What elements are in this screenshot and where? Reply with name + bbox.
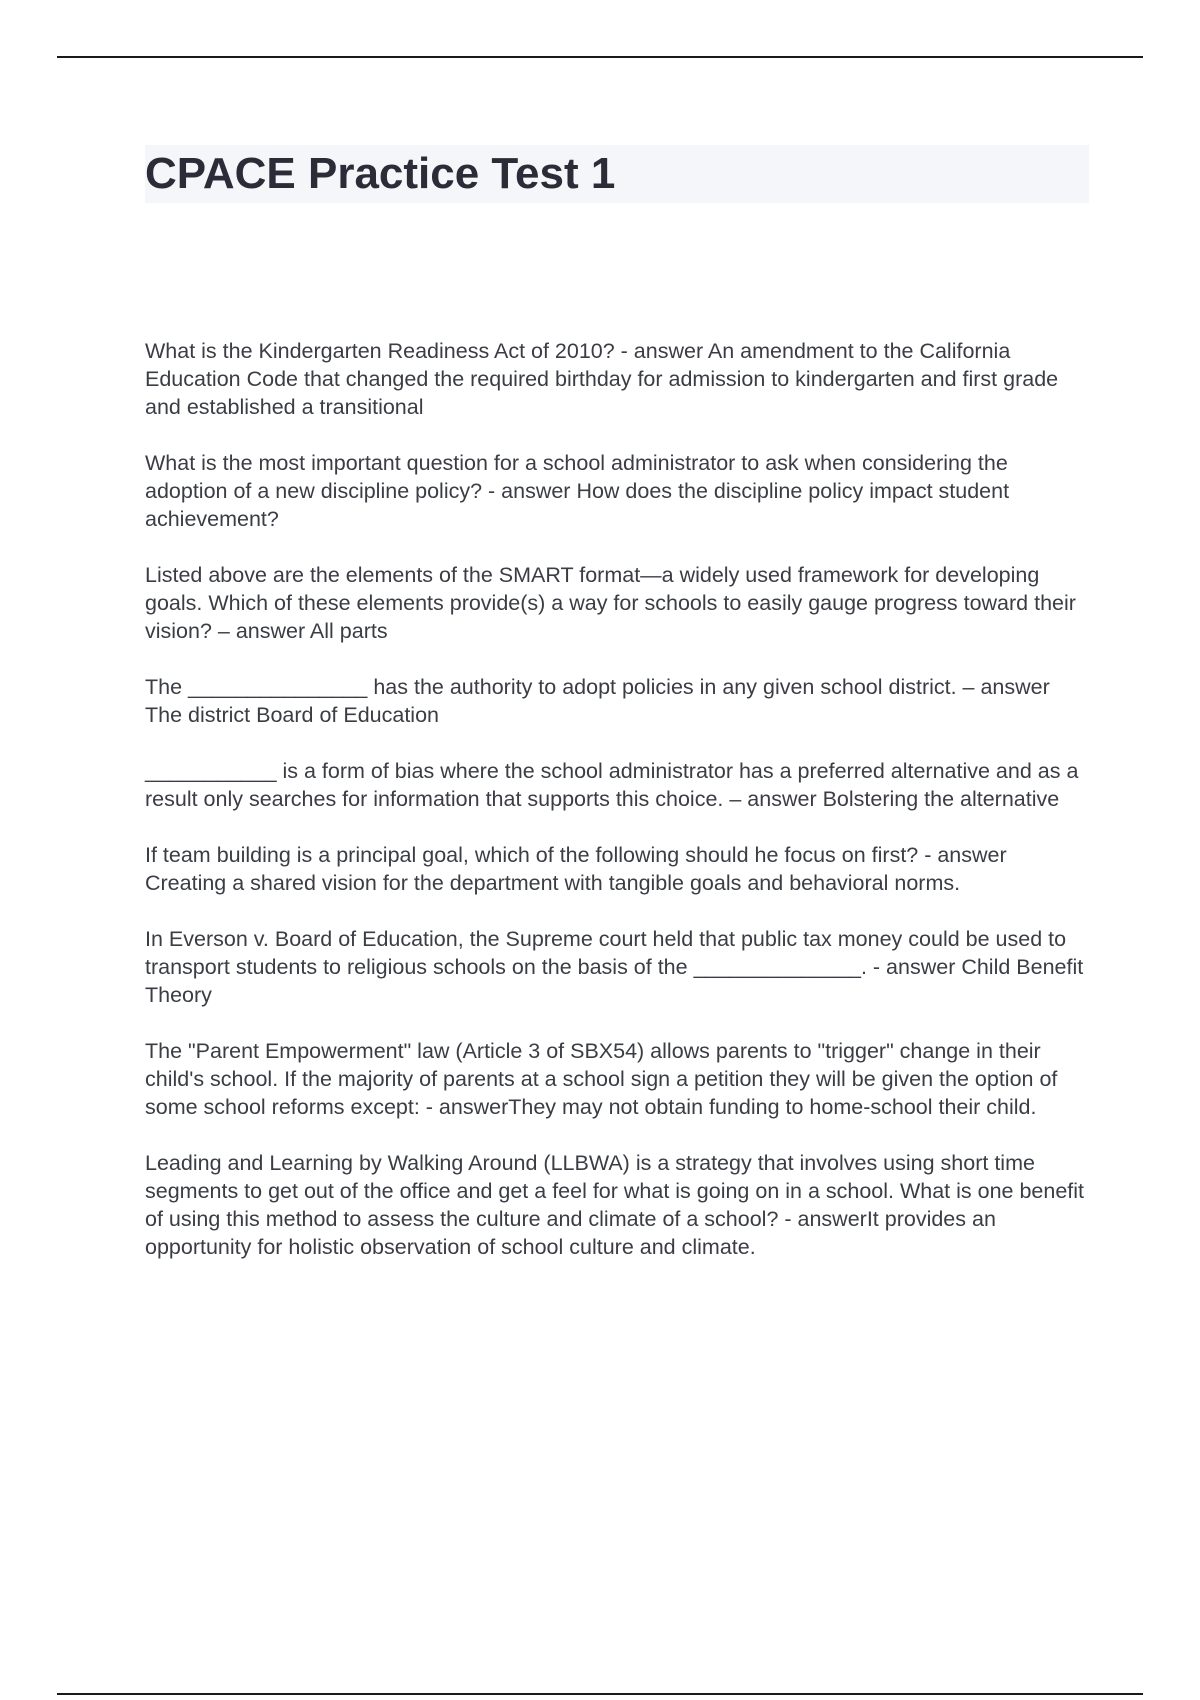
qa-list	[145, 337, 1090, 1289]
qa-item: The "Parent Empowerment" law (Article 3 of SBX54) allows parents to "trigger" change in their child's school. If the majority of parents at a school sign a petition they will be given the option of some school reforms except: - answerThey may not obtain funding to home-school their child.	[145, 1039, 1058, 1119]
qa-item: In Everson v. Board of Education, the Supreme court held that public tax money could be used to transport students to religious schools on the basis of the ______________. - answer Child Benefit Theory	[145, 927, 1084, 1007]
page-title: CPACE Practice Test 1	[145, 149, 616, 198]
qa-item: Listed above are the elements of the SMART format—a widely used framework for developing goals. Which of these elements provide(s) a way for schools to easily gauge progress toward their vision? – answer All parts	[145, 563, 1076, 643]
title-banner	[145, 145, 1089, 203]
qa-item: Leading and Learning by Walking Around (LLBWA) is a strategy that involves using short time segments to get out of the office and get a feel for what is going on in a school. What is one benefit of using this method to assess the culture and climate of a school? - answerIt provides an opportunity for holistic observation of school culture and climate.	[145, 1151, 1085, 1259]
top-rule	[57, 56, 1143, 58]
qa-item: If team building is a principal goal, which of the following should he focus on first? - answer Creating a shared vision for the department with tangible goals and behavioral norms.	[145, 843, 1007, 895]
qa-item: The _______________ has the authority to adopt policies in any given school district. – answer The district Board of Education	[145, 675, 1050, 727]
qa-item: What is the most important question for a school administrator to ask when considering the adoption of a new discipline policy? - answer How does the discipline policy impact student achievement?	[145, 451, 1010, 531]
qa-item: What is the Kindergarten Readiness Act of 2010? - answer An amendment to the California Education Code that changed the required birthday for admission to kindergarten and first grade and established a transitional	[145, 339, 1059, 419]
qa-item: ___________ is a form of bias where the school administrator has a preferred alternative and as a result only searches for information that supports this choice. – answer Bolstering the alternative	[145, 759, 1079, 811]
bottom-rule	[57, 1693, 1143, 1695]
